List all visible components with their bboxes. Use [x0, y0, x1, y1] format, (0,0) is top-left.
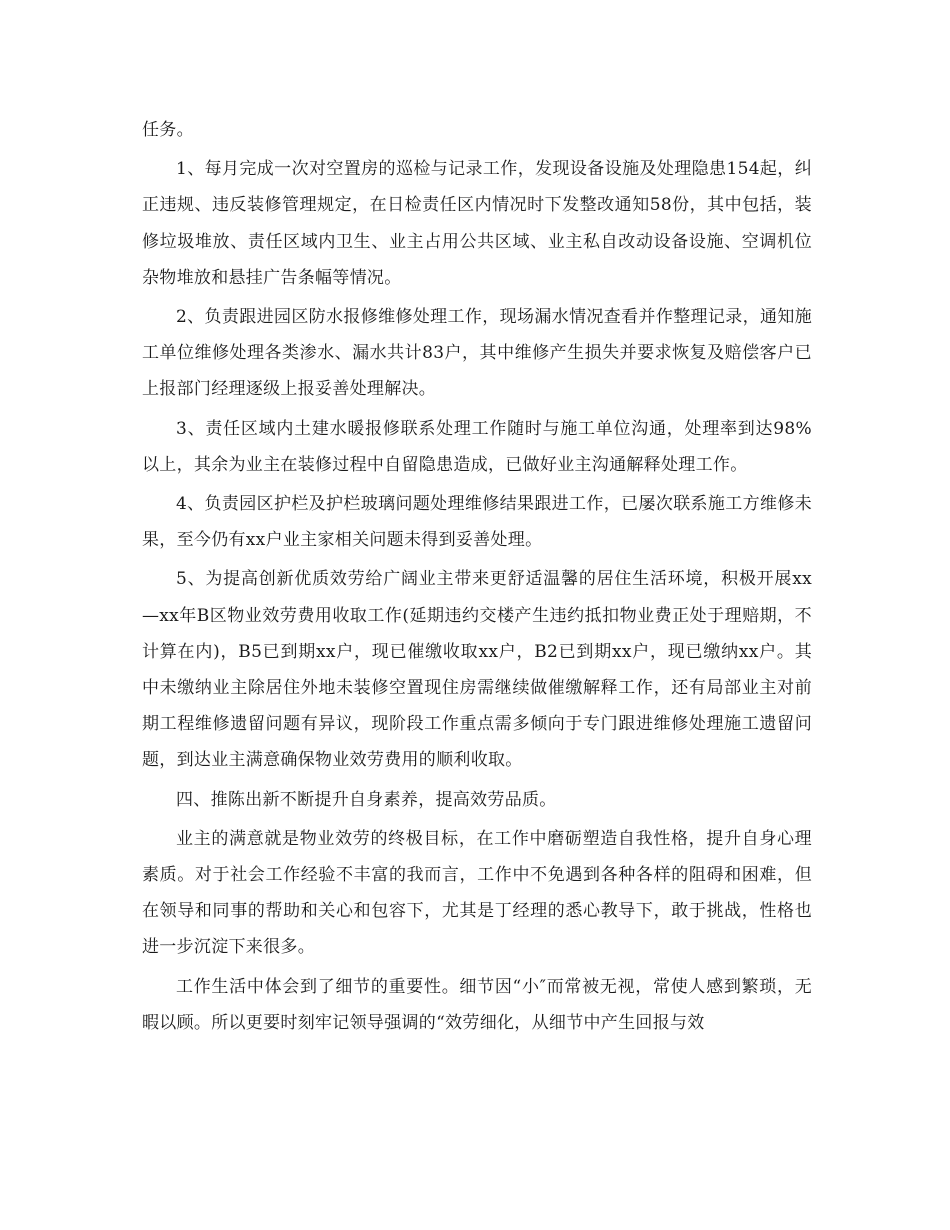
- section-heading-4: 四、推陈出新不断提升自身素养，提高效劳品质。: [176, 789, 557, 810]
- paragraph-item-2: 2、负责跟进园区防水报修维修处理工作，现场漏水情况查看并作整理记录，通知施工单位维修处理各类渗水、漏水共计83户，其中维修产生损失并要求恢复及赔偿客户已上报部门经理逐级上报妥善处理解决。: [142, 307, 812, 400]
- paragraph-satisfaction: 业主的满意就是物业效劳的终极目标，在工作中磨砺塑造自我性格，提升自身心理素质。对于社会工作经验不丰富的我而言，工作中不免遇到各种各样的阻碍和困难，但在领导和同事的帮助和关心和包容下，尤其是丁经理的悉心教导下，敢于挑战，性格也进一步沉淀下来很多。: [142, 828, 812, 958]
- document-body: [142, 112, 812, 1044]
- paragraph-item-3: 3、责任区域内土建水暖报修联系处理工作随时与施工单位沟通，处理率到达98%以上，其余为业主在装修过程中自留隐患造成，已做好业主沟通解释处理工作。: [142, 418, 812, 475]
- paragraph-item-5: 5、为提高创新优质效劳给广阔业主带来更舒适温馨的居住生活环境，积极开展xx—xx年B区物业效劳费用收取工作(延期违约交楼产生违约抵扣物业费正处于理赔期，不计算在内)，B5已到期xx户，现已催缴收取xx户，B2已到期xx户，现已缴纳xx户。其中未缴纳业主除居住外地未装修空置现住房需继续做催缴解释工作，还有局部业主对前期工程维修遗留问题有异议，现阶段工作重点需多倾向于专门跟进维修处理施工遗留问题，到达业主满意确保物业效劳费用的顺利收取。: [142, 569, 812, 771]
- paragraph-continuation: 任务。: [142, 120, 194, 140]
- paragraph-item-4: 4、负责园区护栏及护栏玻璃问题处理维修结果跟进工作，已屡次联系施工方维修未果，至今仍有xx户业主家相关问题未得到妥善处理。: [142, 494, 812, 551]
- paragraph-item-1: 1、每月完成一次对空置房的巡检与记录工作，发现设备设施及处理隐患154起，纠正违规、违反装修管理规定，在日检责任区内情况时下发整改通知58份，其中包括，装修垃圾堆放、责任区域内卫生、业主占用公共区域、业主私自改动设备设施、空调机位杂物堆放和悬挂广告条幅等情况。: [142, 159, 812, 288]
- paragraph-details: 工作生活中体会到了细节的重要性。细节因“小″而常被无视，常使人感到繁琐，无暇以顾。所以更要时刻牢记领导强调的“效劳细化，从细节中产生回报与效: [142, 976, 812, 1033]
